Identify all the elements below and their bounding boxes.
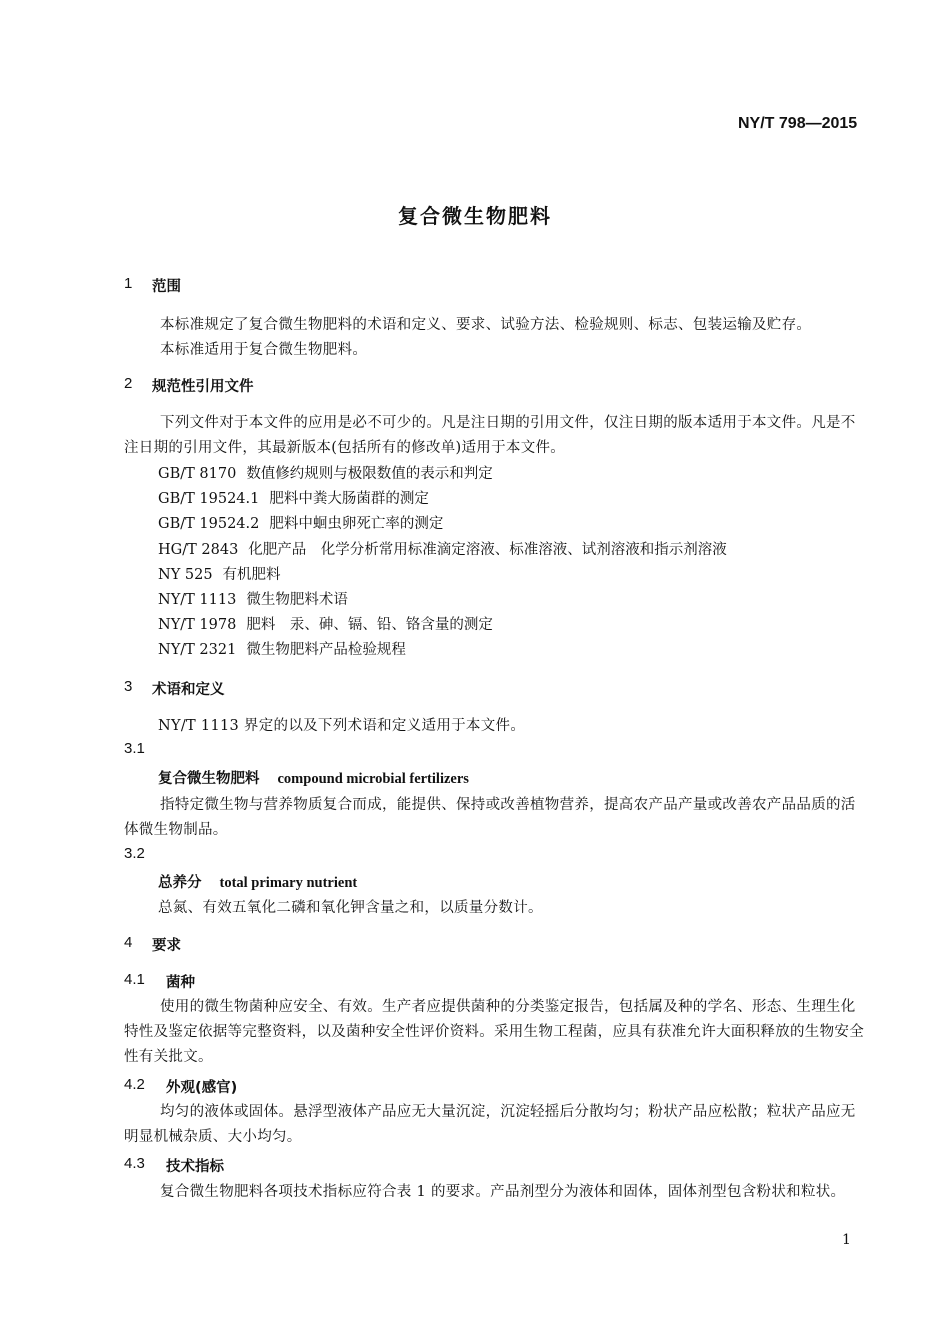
- reference-title: 化肥产品 化学分析常用标准滴定溶液、标准溶液、试剂溶液和指示剂溶液: [248, 542, 727, 558]
- reference-code: HG/T 2843: [158, 542, 239, 558]
- term-zh: 复合微生物肥料: [158, 771, 260, 787]
- reference-item: [158, 588, 348, 609]
- term-3-2-number: 3.2: [124, 845, 145, 862]
- subsection-4-1-heading: 菌种: [166, 975, 195, 991]
- reference-item: [158, 613, 493, 634]
- term-3-1-title: [158, 767, 469, 788]
- standard-code: NY/T 798—2015: [738, 115, 858, 132]
- document-title: 复合微生物肥料: [398, 204, 552, 228]
- subsection-4-2-heading: 外观(感官): [166, 1080, 238, 1096]
- reference-title: 数值修约规则与极限数值的表示和判定: [246, 466, 493, 482]
- section-1-heading: 范围: [152, 279, 181, 295]
- subsection-4-3-number: 4.3: [124, 1155, 145, 1172]
- term-3-1-number: 3.1: [124, 740, 145, 757]
- section-1-number: 1: [124, 275, 133, 292]
- reference-code: GB/T 19524.1: [158, 491, 260, 507]
- reference-title: 肥料中粪大肠菌群的测定: [269, 491, 429, 507]
- section-4-number: 4: [124, 934, 133, 951]
- term-3-2-title: [158, 871, 357, 892]
- reference-item: [158, 462, 493, 483]
- reference-code: NY/T 1113: [158, 592, 237, 608]
- reference-code: GB/T 8170: [158, 466, 237, 482]
- section-1-paragraph-1: 本标准规定了复合微生物肥料的术语和定义、要求、试验方法、检验规则、标志、包装运输及贮存。: [160, 317, 812, 333]
- reference-code: NY/T 1978: [158, 617, 237, 633]
- subsection-4-1-number: 4.1: [124, 971, 145, 988]
- section-3-number: 3: [124, 678, 133, 695]
- reference-item: [158, 538, 727, 559]
- reference-title: 微生物肥料术语: [246, 592, 348, 608]
- reference-title: 肥料中蛔虫卵死亡率的测定: [269, 516, 444, 532]
- term-zh: 总养分: [158, 875, 202, 891]
- subsection-4-2-number: 4.2: [124, 1076, 145, 1093]
- section-3-intro: NY/T 1113 界定的以及下列术语和定义适用于本文件。: [158, 718, 526, 734]
- reference-code: NY 525: [158, 567, 213, 583]
- term-en: total primary nutrient: [219, 875, 358, 891]
- subsection-4-1-text: 使用的微生物菌种应安全、有效。生产者应提供菌种的分类鉴定报告，包括属及种的学名、形态、生理生化特性及鉴定依据等完整资料，以及菌种安全性评价资料。采用生物工程菌，应具有获准允许大面积释放的生物安全性有关批文。: [124, 999, 864, 1065]
- reference-code: GB/T 19524.2: [158, 516, 260, 532]
- reference-code: NY/T 2321: [158, 642, 237, 658]
- reference-title: 有机肥料: [222, 567, 281, 583]
- reference-item: [158, 512, 443, 533]
- reference-item: [158, 563, 281, 584]
- reference-item: [158, 638, 406, 659]
- section-4-heading: 要求: [152, 938, 181, 954]
- subsection-4-2-text: 均匀的液体或固体。悬浮型液体产品应无大量沉淀，沉淀轻摇后分散均匀；粉状产品应松散；粒状产品应无明显机械杂质、大小均匀。: [124, 1104, 856, 1145]
- reference-title: 微生物肥料产品检验规程: [246, 642, 406, 658]
- section-1-paragraph-2: 本标准适用于复合微生物肥料。: [160, 342, 368, 358]
- section-2-number: 2: [124, 375, 133, 392]
- reference-title: 肥料 汞、砷、镉、铅、铬含量的测定: [246, 617, 493, 633]
- term-en: compound microbial fertilizers: [277, 771, 469, 787]
- page-number: 1: [842, 1232, 851, 1248]
- term-3-1-definition: 指特定微生物与营养物质复合而成，能提供、保持或改善植物营养，提高农产品产量或改善农产品品质的活体微生物制品。: [124, 797, 856, 838]
- subsection-4-3-text: 复合微生物肥料各项技术指标应符合表 1 的要求。产品剂型分为液体和固体，固体剂型包含粉状和粒状。: [160, 1184, 846, 1200]
- reference-item: [158, 487, 429, 508]
- subsection-4-3-heading: 技术指标: [166, 1159, 224, 1175]
- section-2-heading: 规范性引用文件: [152, 379, 254, 395]
- term-3-2-definition: 总氮、有效五氧化二磷和氧化钾含量之和，以质量分数计。: [158, 900, 543, 916]
- section-3-heading: 术语和定义: [152, 682, 225, 698]
- section-2-intro: 下列文件对于本文件的应用是必不可少的。凡是注日期的引用文件，仅注日期的版本适用于本文件。凡是不注日期的引用文件，其最新版本(包括所有的修改单)适用于本文件。: [124, 415, 856, 456]
